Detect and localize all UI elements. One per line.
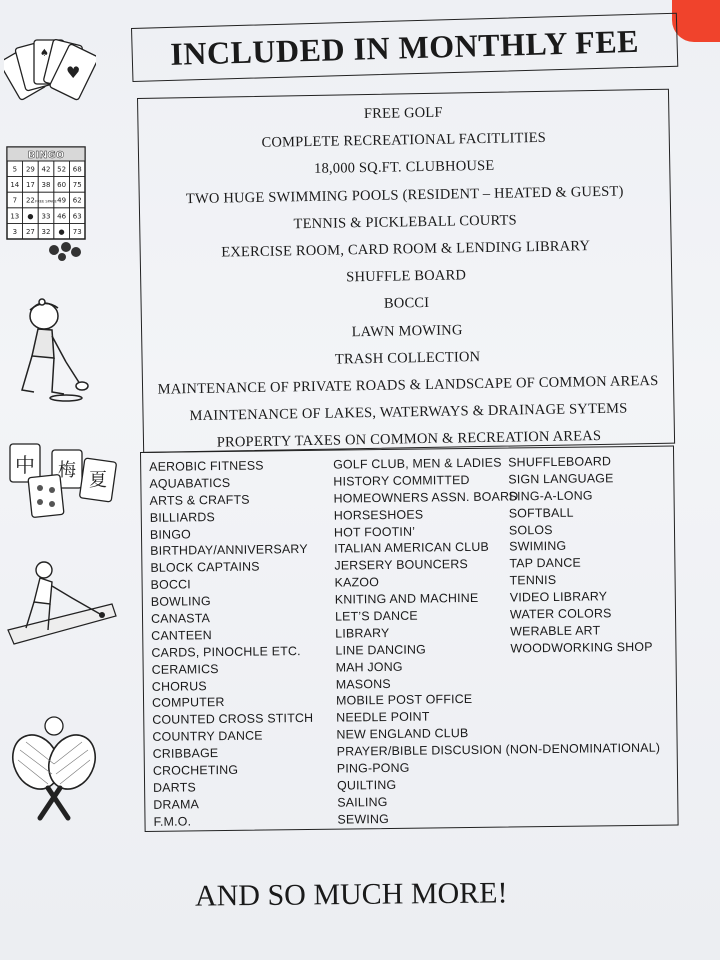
playing-cards-icon <box>4 34 96 108</box>
bingo-cell: 62 <box>72 196 82 205</box>
activity-item: CERAMICS <box>151 661 219 677</box>
activity-item: COUNTRY DANCE <box>152 728 263 745</box>
activity-item: KAZOO <box>334 575 380 590</box>
activity-item: HOT FOOTIN’ <box>333 524 416 540</box>
activity-item: KNITING AND MACHINE <box>334 591 479 607</box>
bingo-cell: ● <box>58 227 65 236</box>
activity-item: COUNTED CROSS STITCH <box>152 711 314 728</box>
activity-item: LINE DANCING <box>335 642 427 658</box>
activity-item: JERSERY BOUNCERS <box>334 557 469 573</box>
activity-item: SIGN LANGUAGE <box>508 471 614 487</box>
activity-item: SOLOS <box>508 522 553 538</box>
activity-item: HISTORY COMMITTED <box>333 472 470 489</box>
footer-text: AND SO MUCH MORE! <box>194 876 508 913</box>
tennis-rackets-icon <box>6 714 104 824</box>
bingo-cell: 17 <box>25 181 35 190</box>
amenity-item: TWO HUGE SWIMMING POOLS (RESIDENT – HEATED & GUEST) <box>185 183 624 207</box>
activity-item: SING-A-LONG <box>508 488 593 504</box>
activity-item: CHORUS <box>151 678 207 694</box>
title-box <box>131 13 678 82</box>
bingo-cell: 29 <box>25 165 35 174</box>
activity-item: VIDEO LIBRARY <box>509 589 608 605</box>
activity-item: DARTS <box>153 780 196 795</box>
svg-text:中: 中 <box>15 453 35 477</box>
activity-item: WATER COLORS <box>509 606 612 622</box>
amenity-item: MAINTENANCE OF PRIVATE ROADS & LANDSCAPE OF COMMON AREAS <box>157 372 659 398</box>
amenity-item: SHUFFLE BOARD <box>346 267 467 286</box>
amenity-item: PROPERTY TAXES ON COMMON & RECREATION AREAS <box>216 428 602 451</box>
bingo-cell: 38 <box>41 181 51 190</box>
activity-item: PING-PONG <box>336 760 410 776</box>
svg-text:梅: 梅 <box>58 460 76 481</box>
golfer-icon <box>8 296 94 408</box>
shuffleboard-player-icon <box>6 558 118 648</box>
svg-text:BINGO: BINGO <box>27 150 65 161</box>
activity-item: NEW ENGLAND CLUB <box>336 726 469 742</box>
amenity-item: BOCCI <box>383 295 430 313</box>
bingo-cell: 22 <box>25 196 35 205</box>
activity-item: CROCHETING <box>152 762 239 778</box>
activities-column-1 <box>149 457 314 831</box>
svg-text:♥: ♥ <box>66 63 81 82</box>
amenity-item: LAWN MOWING <box>351 321 463 340</box>
mahjong-tiles-icon <box>8 442 120 520</box>
activity-item: LIBRARY <box>335 625 390 641</box>
amenity-item: MAINTENANCE OF LAKES, WATERWAYS & DRAINAGE SYTEMS <box>189 400 628 425</box>
activity-item: CANASTA <box>150 611 211 626</box>
activity-item: QUILTING <box>337 777 397 793</box>
amenity-item: FREE GOLF <box>363 104 443 123</box>
activities-column-3 <box>508 453 653 657</box>
svg-text:夏: 夏 <box>89 470 107 491</box>
activity-item: TAP DANCE <box>509 555 582 571</box>
bingo-cell: 42 <box>41 165 51 174</box>
amenity-item: EXERCISE ROOM, CARD ROOM & LENDING LIBRARY <box>221 238 591 261</box>
bingo-cell: 73 <box>72 227 82 236</box>
bingo-cell: 46 <box>57 212 67 221</box>
activity-item: BOCCI <box>150 577 191 593</box>
amenity-item: COMPLETE RECREATIONAL FACITLITIES <box>261 130 547 152</box>
bingo-cell: 14 <box>10 181 20 190</box>
activity-item: SHUFFLEBOARD <box>508 454 612 470</box>
bingo-cell: 75 <box>72 181 82 190</box>
activity-item: COMPUTER <box>151 695 225 711</box>
activity-item: CANTEEN <box>151 628 212 643</box>
amenity-item: 18,000 SQ.FT. CLUBHOUSE <box>313 158 495 178</box>
activity-item: CRIBBAGE <box>152 746 219 762</box>
bingo-cell: ● <box>27 212 34 221</box>
activity-item: AQUABATICS <box>149 475 231 491</box>
bingo-cell: 27 <box>25 227 35 236</box>
activity-item: BIRTHDAY/ANNIVERSARY <box>150 542 308 559</box>
bingo-card-icon <box>6 146 88 262</box>
activity-item: HORSESHOES <box>333 507 424 523</box>
activity-item: AEROBIC FITNESS <box>149 458 264 474</box>
activity-item: ARTS & CRAFTS <box>149 492 250 508</box>
bingo-cell: 60 <box>57 181 67 190</box>
activity-item: ITALIAN AMERICAN CLUB <box>334 540 490 557</box>
activity-item: GOLF CLUB, MEN & LADIES <box>333 455 502 472</box>
bingo-cell: 49 <box>57 196 67 205</box>
svg-text:♠: ♠ <box>40 48 49 59</box>
activity-item: SWIMING <box>509 539 567 554</box>
activity-item: BLOCK CAPTAINS <box>150 559 260 576</box>
activity-item: NEEDLE POINT <box>336 709 430 725</box>
bingo-cell: 3 <box>12 227 18 236</box>
activity-item: SEWING <box>337 811 390 827</box>
red-clip <box>672 0 720 42</box>
amenity-item: TRASH COLLECTION <box>334 348 481 368</box>
activity-item: TENNIS <box>509 573 557 588</box>
activity-item: BINGO <box>149 526 192 542</box>
bingo-cell: 33 <box>41 212 51 221</box>
bingo-cell: FREE SPACE <box>35 199 57 204</box>
activity-item: CARDS, PINOCHLE ETC. <box>151 643 301 660</box>
activity-item: MOBILE POST OFFICE <box>335 692 473 709</box>
page-title: INCLUDED IN MONTHLY FEE <box>169 22 640 72</box>
activity-item: SOFTBALL <box>508 505 574 521</box>
bingo-cell: 7 <box>12 196 18 205</box>
activity-item: BILLIARDS <box>149 509 216 525</box>
activity-item: F.M.O. <box>153 814 192 829</box>
bingo-cell: 63 <box>72 212 82 221</box>
bingo-cell: 13 <box>10 212 20 221</box>
bingo-cell: 5 <box>12 165 18 174</box>
activity-item: LET’S DANCE <box>334 608 418 624</box>
activity-item: SAILING <box>337 794 388 810</box>
amenities-box <box>137 89 675 453</box>
bingo-cell: 52 <box>57 165 67 174</box>
activity-item: WERABLE ART <box>510 623 601 639</box>
amenities-list <box>138 90 674 459</box>
activity-item: WOODWORKING SHOP <box>510 639 653 656</box>
activities-box <box>140 445 679 831</box>
activity-item: HOMEOWNERS ASSN. BOARD <box>333 489 519 506</box>
amenity-item: TENNIS & PICKLEBALL COURTS <box>293 212 517 233</box>
activity-item: BOWLING <box>150 594 211 610</box>
bingo-cell: 32 <box>41 227 51 236</box>
activity-item: DRAMA <box>153 797 200 812</box>
activity-item: MASONS <box>335 676 391 692</box>
activity-item: PRAYER/BIBLE DISCUSION (NON-DENOMINATIONAL) <box>336 740 661 759</box>
activity-item: MAH JONG <box>335 659 403 675</box>
bingo-cell: 68 <box>72 165 82 174</box>
